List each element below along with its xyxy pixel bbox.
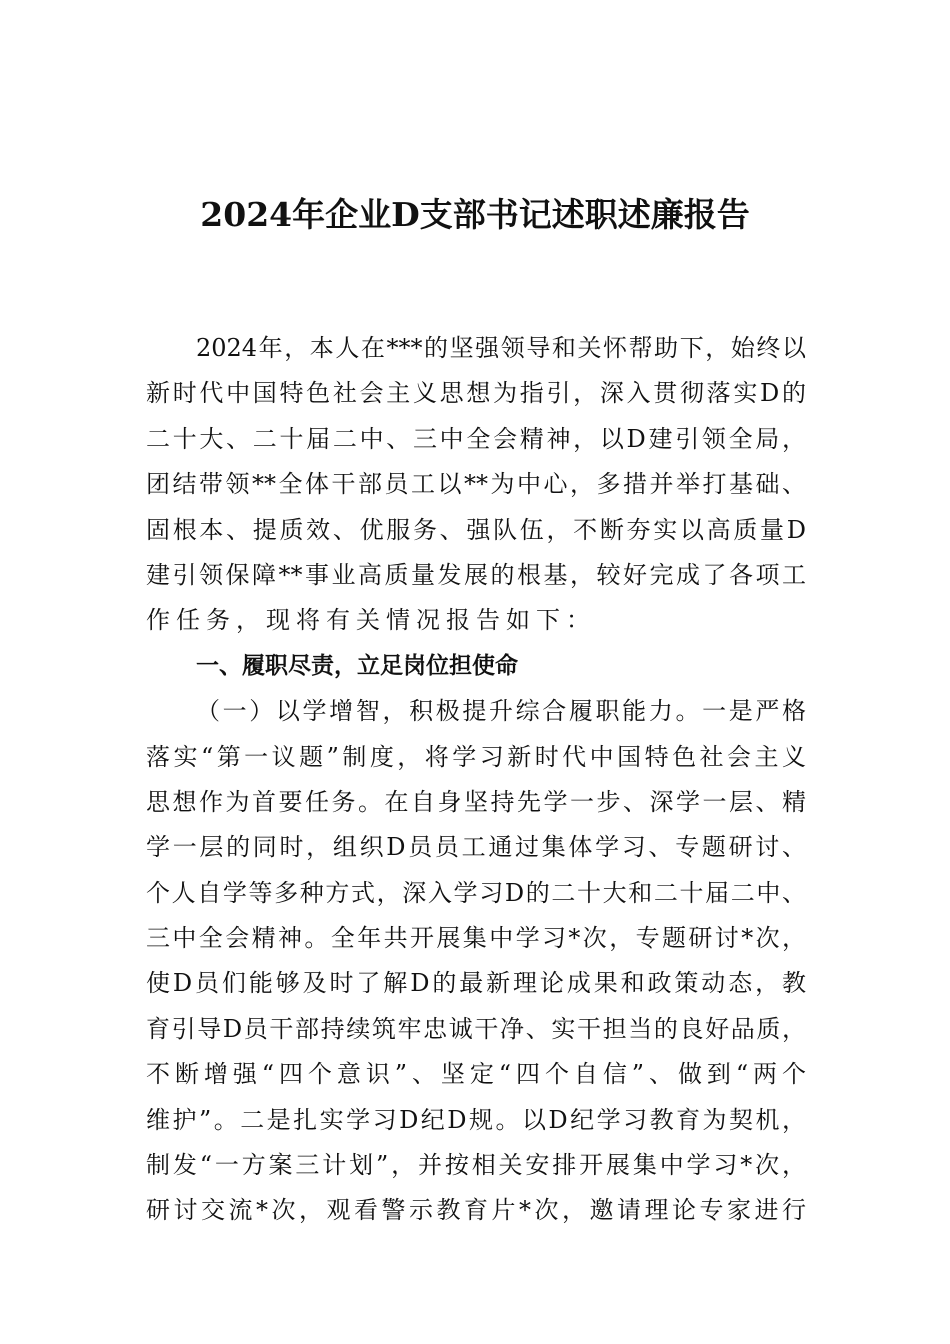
text-line: 维护”。二是扎实学习D纪D规。以D纪学习教育为契机，	[146, 1105, 806, 1134]
text-line: 育引导D员干部持续筑牢忠诚干净、实干担当的良好品质，	[146, 1014, 806, 1043]
text-line: 思想作为首要任务。在自身坚持先学一步、深学一层、精	[146, 787, 806, 816]
text-line: 新时代中国特色社会主义思想为指引，深入贯彻落实D的	[146, 379, 806, 408]
text-line: 不断增强“四个意识”、坚定“四个自信”、做到“两个	[146, 1060, 806, 1089]
intro-paragraph	[146, 326, 806, 644]
section-heading: 一、履职尽责，立足岗位担使命	[196, 652, 518, 679]
text-line: （一）以学增智，积极提升综合履职能力。一是严格	[196, 697, 806, 726]
text-line: 学一层的同时，组织D员员工通过集体学习、专题研讨、	[146, 833, 806, 862]
text-line: 研讨交流*次，观看警示教育片*次，邀请理论专家进行	[146, 1196, 806, 1225]
text-line: 个人自学等多种方式，深入学习D的二十大和二十届二中、	[146, 878, 806, 907]
text-line: 作任务，现将有关情况报告如下：	[146, 606, 596, 635]
text-line: 二十大、二十届二中、三中全会精神，以D建引领全局，	[146, 424, 806, 453]
text-line: 落实“第一议题”制度，将学习新时代中国特色社会主义	[146, 742, 806, 771]
section-paragraph	[146, 689, 806, 1234]
text-line: 制发“一方案三计划”，并按相关安排开展集中学习*次，	[146, 1151, 806, 1180]
text-line: 建引领保障**事业高质量发展的根基，较好完成了各项工	[146, 560, 806, 589]
text-line: 团结带领**全体干部员工以**为中心，多措并举打基础、	[146, 470, 806, 499]
text-line: 2024年，本人在***的坚强领导和关怀帮助下，始终以	[196, 334, 806, 362]
text-line: 三中全会精神。全年共开展集中学习*次，专题研讨*次，	[146, 924, 806, 953]
text-line: 固根本、提质效、优服务、强队伍，不断夯实以高质量D	[146, 515, 806, 544]
document-title: 2024年企业D支部书记述职述廉报告	[200, 195, 750, 234]
text-line: 使D员们能够及时了解D的最新理论成果和政策动态，教	[146, 969, 806, 998]
document-body	[146, 326, 806, 1234]
